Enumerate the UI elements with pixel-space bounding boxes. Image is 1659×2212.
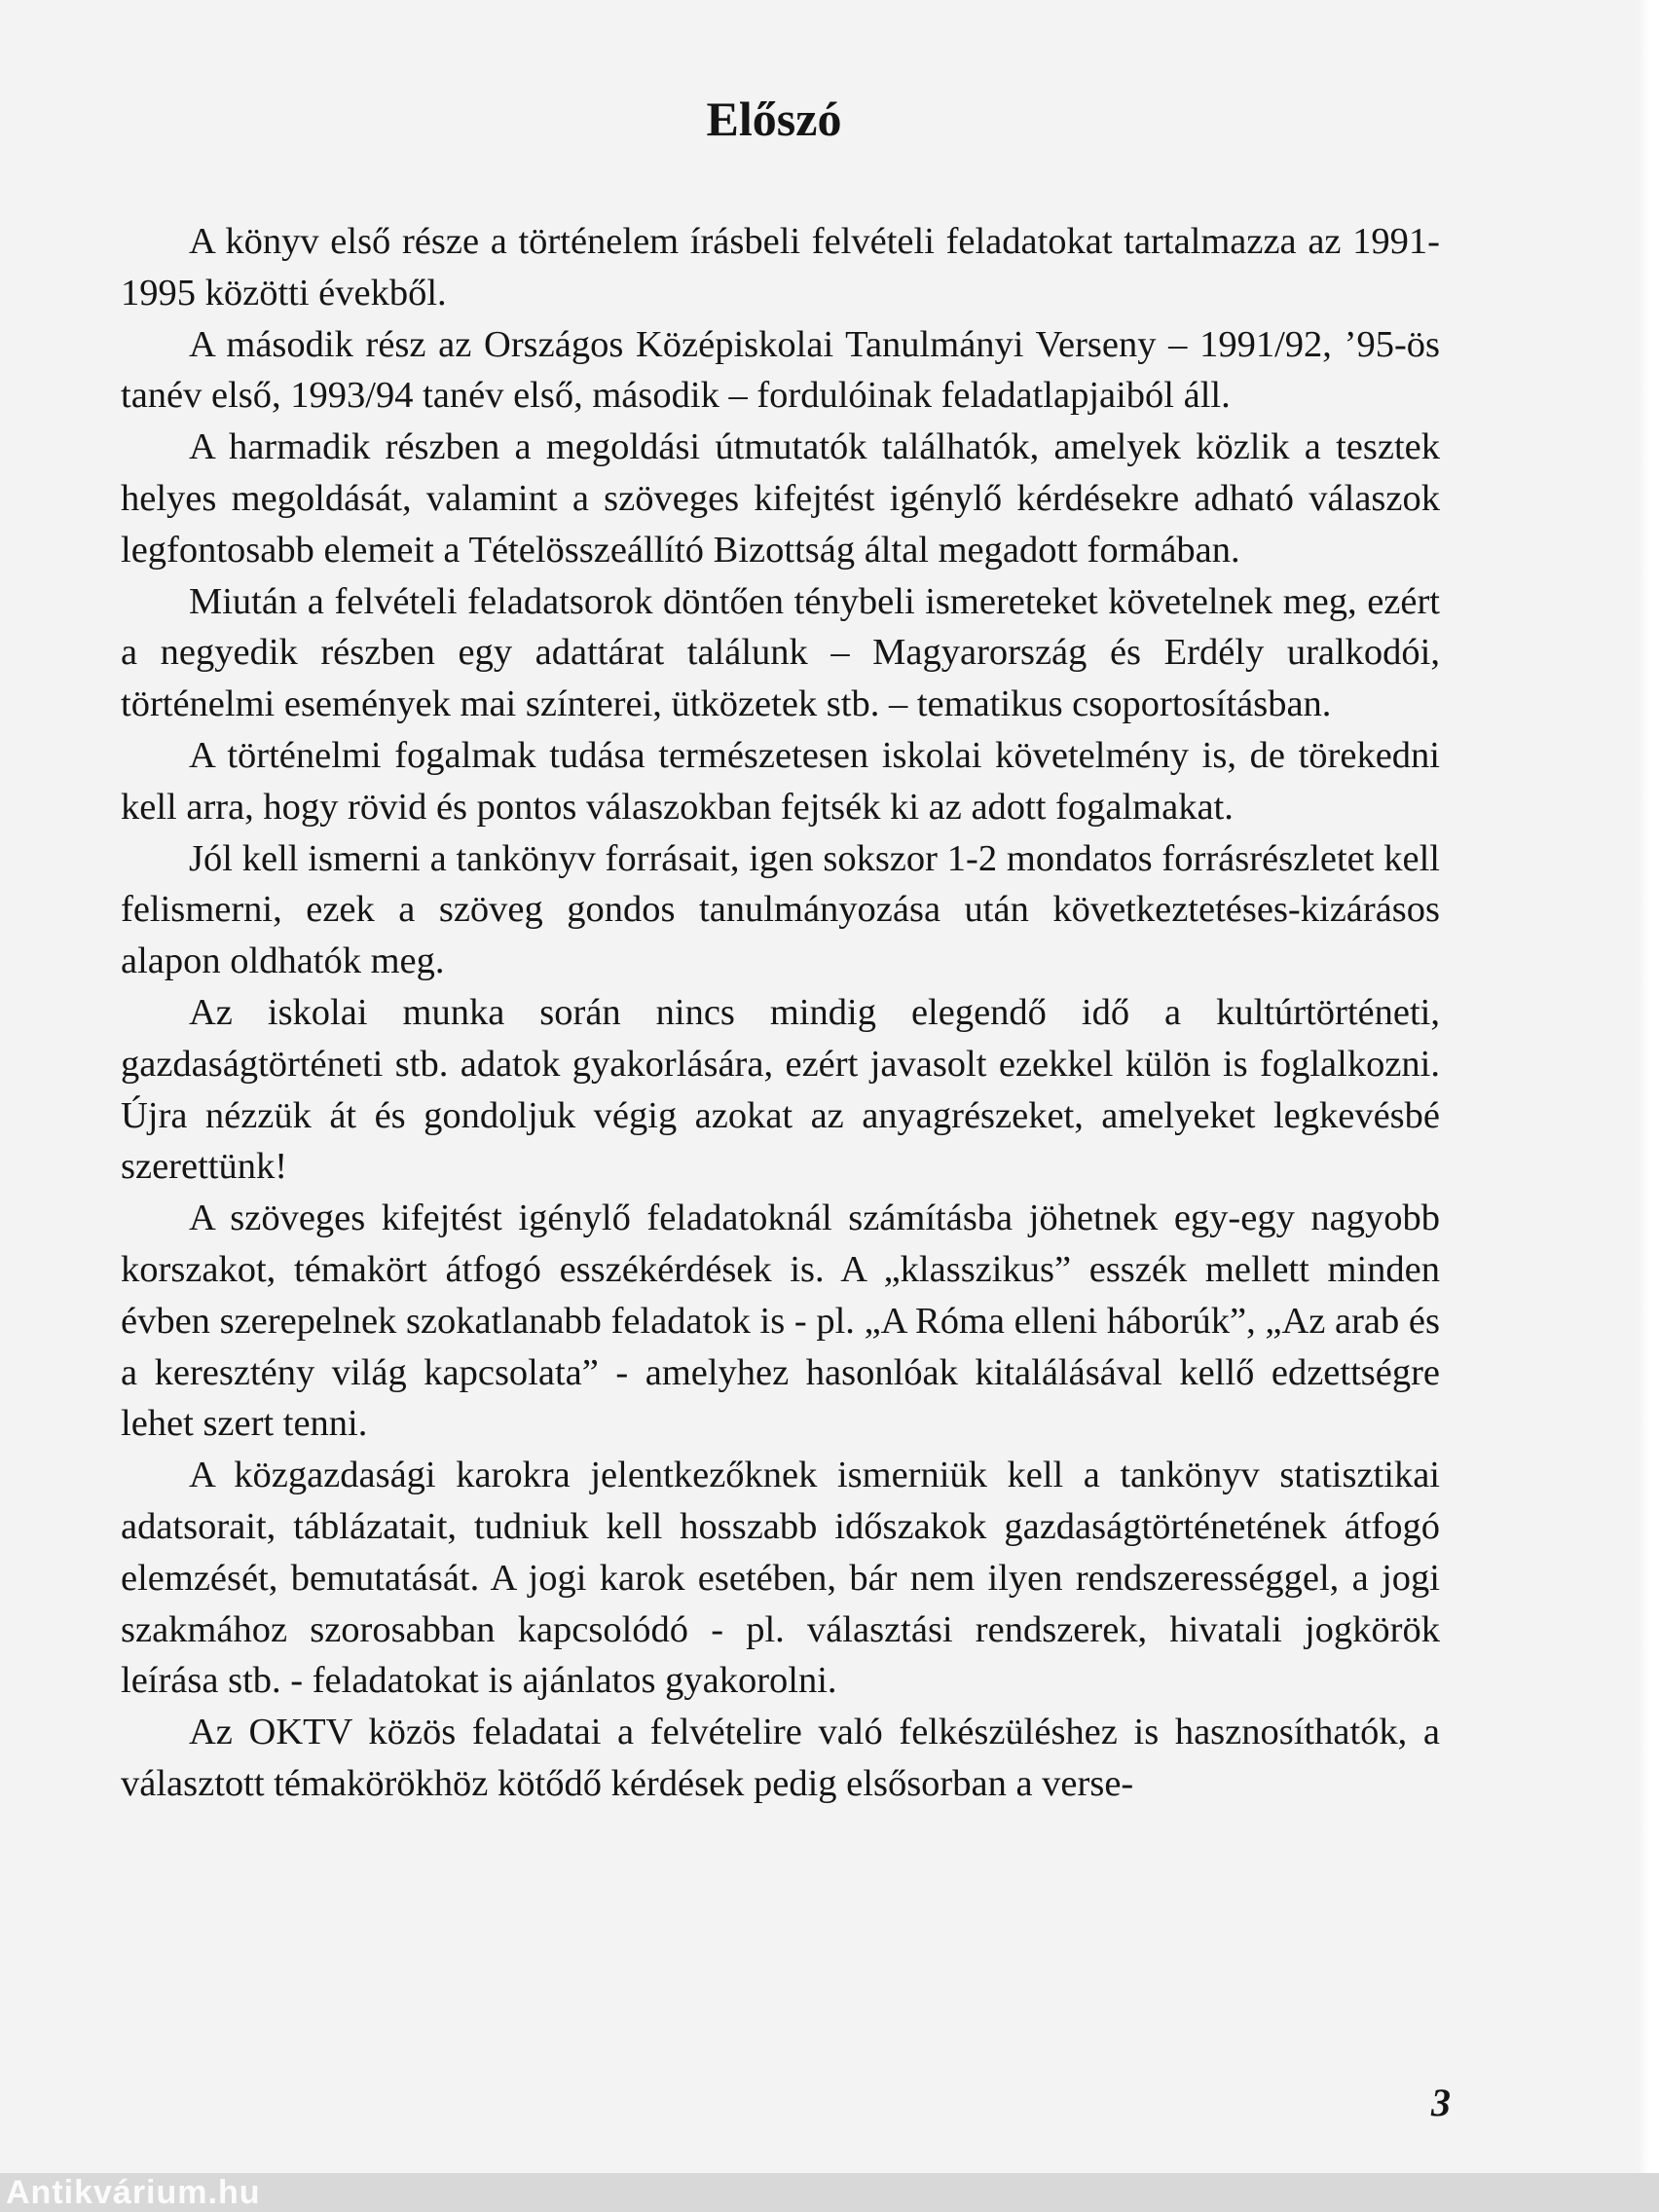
paragraph: Miután a felvételi feladatsorok döntően ténybeli ismereteket követelnek meg, ezért a negyedik részben egy adattárat találunk – Magyarország és Erdély uralkodói, történelmi események mai színterei, ütközetek stb. – tematikus csoportosításban. (121, 580, 1440, 725)
page-edge (1638, 0, 1659, 2212)
page-number: 3 (1431, 2081, 1451, 2124)
paragraph: A közgazdasági karokra jelentkezőknek ismerniük kell a tankönyv statisztikai adatsorait, táblázatait, tudniuk kell hosszabb időszakok gazdaságtörténetének átfogó elemzését, bemutatását. A jogi karok esetében, bár nem ilyen rendszerességgel, a jogi szakmához szorosabban kapcsolódó - pl. választási rendszerek, hivatali jogkörök leírása stb. - feladatokat is ajánlatos gyakorolni. (121, 1455, 1440, 1702)
paragraph: Az OKTV közös feladatai a felvételire való felkészüléshez is hasznosíthatók, a választott témakörökhöz kötődő kérdések pedig elsősorban a verse- (121, 1712, 1440, 1804)
body-text (121, 216, 1440, 1810)
watermark-text: Antikvárium.hu (6, 2174, 261, 2211)
paragraph: A szöveges kifejtést igénylő feladatoknál számításba jöhetnek egy-egy nagyobb korszakot, témakört átfogó esszékérdések is. A „klasszikus” esszék mellett minden évben szerepelnek szokatlanabb feladatok is - pl. „A Róma elleni háborúk”, „Az arab és a keresztény világ kapcsolata” - amelyhez hasonlóak kitalálásával kellő edzettségre lehet szert tenni. (121, 1198, 1440, 1445)
paragraph: A harmadik részben a megoldási útmutatók találhatók, amelyek közlik a tesztek helyes megoldását, valamint a szöveges kifejtést igénylő kérdésekre adható válaszok legfontosabb elemeit a Tételösszeállító Bizottság által megadott formában. (121, 426, 1440, 571)
paragraph: A könyv első része a történelem írásbeli felvételi feladatokat tartalmazza az 1991-1995 közötti évekből. (121, 221, 1440, 313)
paragraph: A történelmi fogalmak tudása természetesen iskolai követelmény is, de törekedni kell arra, hogy rövid és pontos válaszokban fejtsék ki az adott fogalmakat. (121, 734, 1440, 828)
paragraph: A második rész az Országos Középiskolai Tanulmányi Verseny – 1991/92, ’95-ös tanév első, 1993/94 tanév első, második – fordulóinak feladatlapjaiból áll. (121, 323, 1440, 417)
paragraph: Az iskolai munka során nincs mindig elegendő idő a kultúrtörténeti, gazdaságtörténeti stb. adatok gyakorlására, ezért javasolt ezekkel külön is foglalkozni. Újra nézzük át és gondoljuk végig azokat az anyagrészeket, amelyeket legkevésbé szerettünk! (121, 991, 1440, 1188)
watermark-strip (0, 2173, 1659, 2212)
page-title: Előszó (706, 92, 842, 146)
paragraph: Jól kell ismerni a tankönyv forrásait, igen sokszor 1-2 mondatos forrásrészletet kell felismerni, ezek a szöveg gondos tanulmányozása után következtetéses-kizárásos alapon oldhatók meg. (121, 837, 1440, 982)
